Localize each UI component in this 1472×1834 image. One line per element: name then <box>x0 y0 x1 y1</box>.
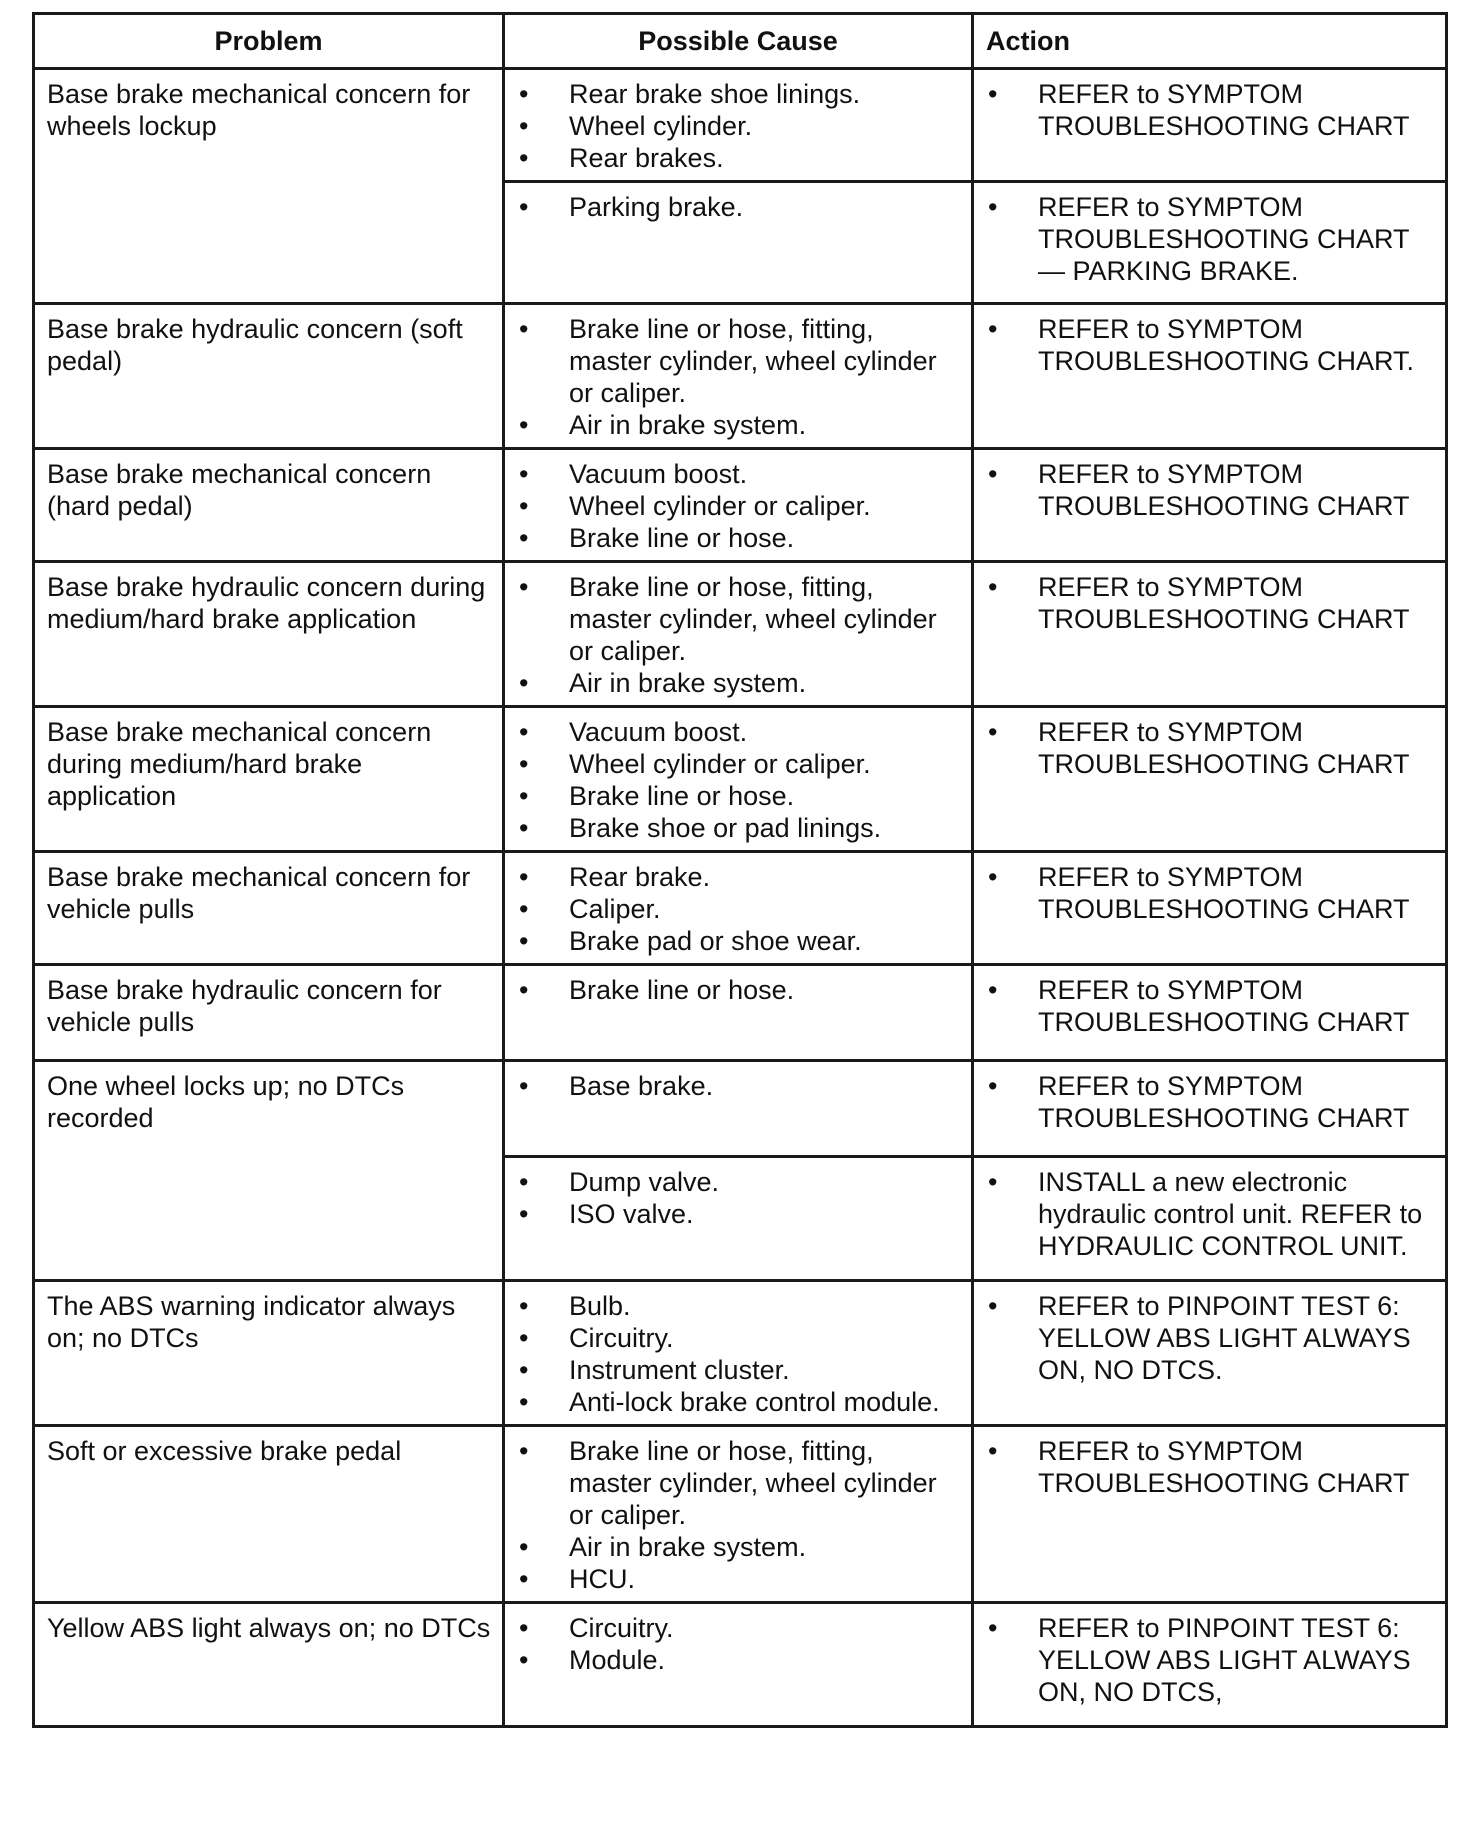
cause-list <box>517 716 961 844</box>
action-cell <box>973 965 1447 1061</box>
cause-list <box>517 1166 961 1230</box>
action-cell <box>973 852 1447 965</box>
action-item: • REFER to SYMPTOM TROUBLESHOOTING CHART — PARKING BRAKE. <box>986 191 1435 287</box>
action-item: • REFER to SYMPTOM TROUBLESHOOTING CHART <box>986 716 1435 780</box>
cause-item: • Bulb. <box>517 1290 961 1322</box>
possible-cause-cell <box>504 1157 973 1281</box>
action-list <box>986 1612 1435 1708</box>
action-item: • REFER to PINPOINT TEST 6: YELLOW ABS LIGHT ALWAYS ON, NO DTCS, <box>986 1612 1435 1708</box>
possible-cause-cell <box>504 707 973 852</box>
action-item: • REFER to SYMPTOM TROUBLESHOOTING CHART <box>986 1070 1435 1134</box>
cause-item: • Rear brake. <box>517 861 961 893</box>
table-body <box>34 69 1447 1727</box>
action-cell <box>973 182 1447 304</box>
cause-item: • Wheel cylinder or caliper. <box>517 490 961 522</box>
action-cell <box>973 1426 1447 1603</box>
problem-cell: Base brake mechanical concern during medium/hard brake application <box>34 707 504 852</box>
cause-list <box>517 1290 961 1418</box>
cause-item: • Base brake. <box>517 1070 961 1102</box>
cause-list <box>517 191 961 223</box>
cause-list <box>517 458 961 554</box>
problem-cell: Yellow ABS light always on; no DTCs <box>34 1603 504 1727</box>
troubleshooting-table <box>32 12 1448 1728</box>
table-row <box>34 1061 1447 1157</box>
possible-cause-cell <box>504 304 973 449</box>
cause-item: • Vacuum boost. <box>517 716 961 748</box>
action-list <box>986 861 1435 925</box>
cause-item: • Module. <box>517 1644 961 1676</box>
action-cell <box>973 1281 1447 1426</box>
table-row <box>34 69 1447 182</box>
cause-item: • Rear brakes. <box>517 142 961 174</box>
cause-item: • Air in brake system. <box>517 667 961 699</box>
action-list <box>986 191 1435 287</box>
cause-item: • Parking brake. <box>517 191 961 223</box>
problem-column-header: Problem <box>34 14 504 69</box>
problem-cell: Base brake mechanical concern for vehicle pulls <box>34 852 504 965</box>
possible-cause-cell <box>504 69 973 182</box>
cause-item: • Anti-lock brake control module. <box>517 1386 961 1418</box>
cause-item: • Vacuum boost. <box>517 458 961 490</box>
action-cell <box>973 707 1447 852</box>
possible-cause-cell <box>504 1061 973 1157</box>
cause-item: • HCU. <box>517 1563 961 1595</box>
possible-cause-cell <box>504 182 973 304</box>
table-row <box>34 1603 1447 1727</box>
cause-item: • Brake line or hose, fitting, master cylinder, wheel cylinder or caliper. <box>517 571 961 667</box>
table-row <box>34 449 1447 562</box>
problem-cell: Base brake hydraulic concern (soft pedal) <box>34 304 504 449</box>
cause-list <box>517 78 961 174</box>
table-row <box>34 707 1447 852</box>
header-row <box>34 14 1447 69</box>
possible-cause-column-header: Possible Cause <box>504 14 973 69</box>
action-item: • REFER to SYMPTOM TROUBLESHOOTING CHART <box>986 571 1435 635</box>
problem-cell: Base brake hydraulic concern for vehicle pulls <box>34 965 504 1061</box>
table-row <box>34 562 1447 707</box>
problem-cell: Soft or excessive brake pedal <box>34 1426 504 1603</box>
cause-item: • ISO valve. <box>517 1198 961 1230</box>
cause-item: • Brake line or hose. <box>517 522 961 554</box>
cause-item: • Circuitry. <box>517 1322 961 1354</box>
cause-item: • Brake pad or shoe wear. <box>517 925 961 957</box>
action-item: • REFER to SYMPTOM TROUBLESHOOTING CHART <box>986 861 1435 925</box>
cause-item: • Brake shoe or pad linings. <box>517 812 961 844</box>
action-list <box>986 313 1435 377</box>
action-item: • REFER to SYMPTOM TROUBLESHOOTING CHART <box>986 974 1435 1038</box>
troubleshooting-document <box>32 12 1445 1728</box>
cause-item: • Air in brake system. <box>517 1531 961 1563</box>
action-item: • REFER to SYMPTOM TROUBLESHOOTING CHART <box>986 458 1435 522</box>
possible-cause-cell <box>504 449 973 562</box>
table-row <box>34 1426 1447 1603</box>
cause-item: • Dump valve. <box>517 1166 961 1198</box>
cause-item: • Brake line or hose. <box>517 780 961 812</box>
cause-item: • Brake line or hose, fitting, master cylinder, wheel cylinder or caliper. <box>517 1435 961 1531</box>
action-list <box>986 571 1435 635</box>
problem-cell: Base brake hydraulic concern during medium/hard brake application <box>34 562 504 707</box>
possible-cause-cell <box>504 1281 973 1426</box>
action-cell <box>973 69 1447 182</box>
cause-item: • Circuitry. <box>517 1612 961 1644</box>
action-cell <box>973 1061 1447 1157</box>
cause-item: • Air in brake system. <box>517 409 961 441</box>
cause-list <box>517 1070 961 1102</box>
possible-cause-cell <box>504 562 973 707</box>
action-column-header: Action <box>973 14 1447 69</box>
problem-cell: Base brake mechanical concern for wheels lockup <box>34 69 504 304</box>
problem-cell: One wheel locks up; no DTCs recorded <box>34 1061 504 1281</box>
problem-cell: Base brake mechanical concern (hard pedal) <box>34 449 504 562</box>
cause-list <box>517 571 961 699</box>
cause-item: • Wheel cylinder. <box>517 110 961 142</box>
table-row <box>34 852 1447 965</box>
action-item: • REFER to SYMPTOM TROUBLESHOOTING CHART <box>986 78 1435 142</box>
table-row <box>34 1281 1447 1426</box>
action-list <box>986 716 1435 780</box>
action-cell <box>973 449 1447 562</box>
action-cell <box>973 562 1447 707</box>
cause-item: • Rear brake shoe linings. <box>517 78 961 110</box>
table-row <box>34 965 1447 1061</box>
cause-list <box>517 861 961 957</box>
action-cell <box>973 304 1447 449</box>
action-item: • INSTALL a new electronic hydraulic control unit. REFER to HYDRAULIC CONTROL UNIT. <box>986 1166 1435 1262</box>
action-item: • REFER to SYMPTOM TROUBLESHOOTING CHART <box>986 1435 1435 1499</box>
possible-cause-cell <box>504 1603 973 1727</box>
action-list <box>986 1166 1435 1262</box>
action-list <box>986 1070 1435 1134</box>
table-row <box>34 304 1447 449</box>
action-item: • REFER to PINPOINT TEST 6: YELLOW ABS LIGHT ALWAYS ON, NO DTCS. <box>986 1290 1435 1386</box>
action-list <box>986 1435 1435 1499</box>
possible-cause-cell <box>504 1426 973 1603</box>
table-header <box>34 14 1447 69</box>
possible-cause-cell <box>504 965 973 1061</box>
cause-item: • Instrument cluster. <box>517 1354 961 1386</box>
action-item: • REFER to SYMPTOM TROUBLESHOOTING CHART. <box>986 313 1435 377</box>
action-list <box>986 974 1435 1038</box>
cause-list <box>517 1435 961 1595</box>
action-cell <box>973 1157 1447 1281</box>
possible-cause-cell <box>504 852 973 965</box>
cause-item: • Caliper. <box>517 893 961 925</box>
cause-list <box>517 1612 961 1676</box>
cause-item: • Brake line or hose. <box>517 974 961 1006</box>
action-list <box>986 1290 1435 1386</box>
action-list <box>986 78 1435 142</box>
cause-item: • Brake line or hose, fitting, master cylinder, wheel cylinder or caliper. <box>517 313 961 409</box>
cause-list <box>517 313 961 441</box>
action-cell <box>973 1603 1447 1727</box>
problem-cell: The ABS warning indicator always on; no DTCs <box>34 1281 504 1426</box>
cause-item: • Wheel cylinder or caliper. <box>517 748 961 780</box>
cause-list <box>517 974 961 1006</box>
action-list <box>986 458 1435 522</box>
